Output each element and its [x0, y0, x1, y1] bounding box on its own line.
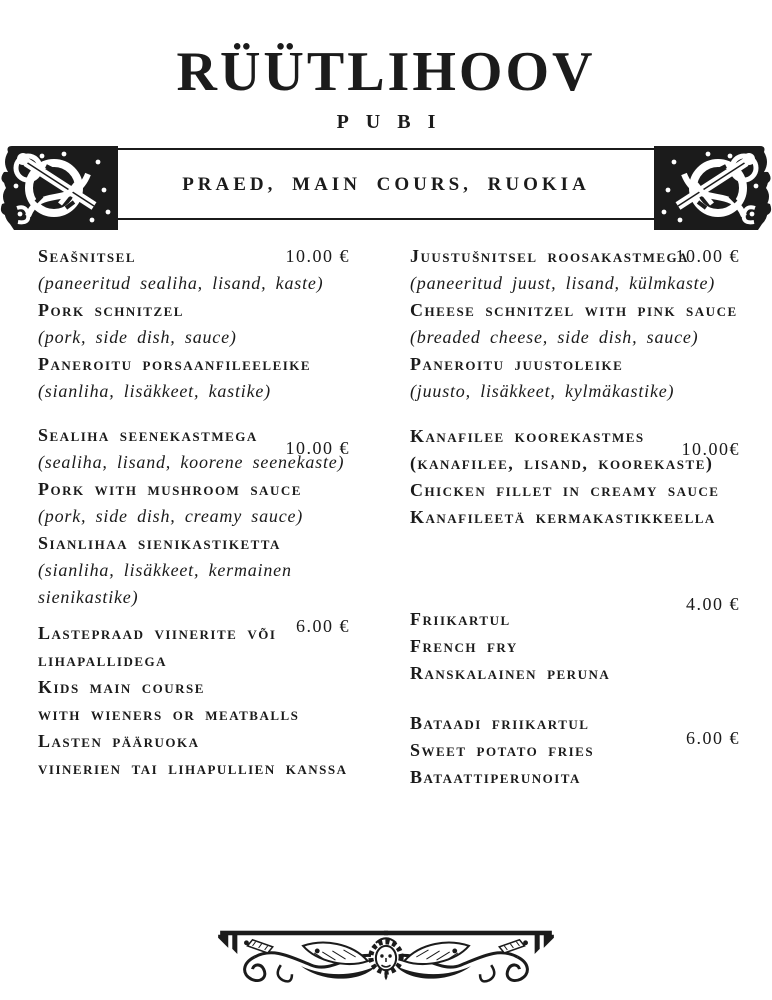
menu-item	[38, 422, 350, 611]
menu-item-description-line: (paneeritud juust, lisand, külmkaste)	[410, 273, 716, 293]
menu-item-description-line: (juusto, lisäkkeet, kylmäkastike)	[410, 381, 675, 401]
footer-flourish-half	[384, 931, 554, 982]
menu-item-name-line: Chicken fillet in creamy sauce	[410, 480, 720, 500]
menu-item-description-line: (pork, side dish, sauce)	[38, 327, 237, 347]
restaurant-title: RÜÜTLIHOOV	[176, 41, 596, 103]
menu-item-price: 4.00 €	[686, 594, 740, 614]
menu-item-name-line: Kanafilee koorekastmes	[410, 426, 645, 446]
menu-item-description-line: sienikastike)	[38, 587, 139, 607]
footer-flourish-half-mirrored	[218, 931, 388, 982]
menu-column-left	[38, 0, 350, 1000]
menu-item-price: 6.00 €	[296, 616, 350, 636]
menu-item-name-line: Sealiha seenekastmega	[38, 425, 258, 445]
menu-item-name-line: Paneroitu juustoleike	[410, 354, 624, 374]
grotesque-mask-icon	[371, 938, 401, 980]
menu-item	[38, 243, 350, 405]
menu-item-price: 10.00 €	[675, 246, 740, 266]
menu-item-name-line: viinerien tai lihapullien kanssa	[38, 758, 348, 778]
menu-item	[410, 243, 740, 405]
menu-item-price: 6.00 €	[686, 728, 740, 748]
menu-item-description-line: (pork, side dish, creamy sauce)	[38, 506, 304, 526]
menu-item-name-line: Pork schnitzel	[38, 300, 184, 320]
menu-item-name-line: Seašnitsel	[38, 246, 136, 266]
menu-item-name-line: Ranskalainen peruna	[410, 663, 611, 683]
menu-item-name-line: Pork with mushroom sauce	[38, 479, 302, 499]
restaurant-subtitle: PUBI	[336, 111, 453, 133]
menu-item-name-line: with wieners or meatballs	[38, 704, 300, 724]
menu-item-name-line: Juustušnitsel roosakastmega	[410, 246, 690, 266]
menu-item-description-line: (sianliha, lisäkkeet, kastike)	[38, 381, 271, 401]
menu-item-price: 10.00 €	[285, 438, 350, 458]
menu-item-name-line: Cheese schnitzel with pink sauce	[410, 300, 738, 320]
menu-item-name-line: Bataadi friikartul	[410, 713, 590, 733]
menu-column-right	[410, 0, 740, 1000]
menu-item-name-line: Kanafileetä kermakastikkeella	[410, 507, 716, 527]
menu-item-name-line: Sianlihaa sienikastiketta	[38, 533, 281, 553]
menu-item-description-line: (paneeritud sealiha, lisand, kaste)	[38, 273, 324, 293]
menu-item-price: 10.00 €	[285, 246, 350, 266]
section-banner-label: PRAED, MAIN COURS, RUOKIA	[182, 174, 590, 195]
menu-item	[410, 594, 740, 687]
menu-item-price: 10.00€	[681, 439, 740, 459]
menu-item-description-line: (breaded cheese, side dish, sauce)	[410, 327, 699, 347]
menu-item-name-line: Bataattiperunoita	[410, 767, 581, 787]
menu-item-description-line: (sianliha, lisäkkeet, kermainen	[38, 560, 292, 580]
menu-item-name-line: Kids main course	[38, 677, 205, 697]
menu-item	[38, 616, 350, 782]
footer-scrollwork-mask-ornament	[206, 930, 566, 984]
menu-item	[410, 423, 740, 531]
menu-item-name-line: Lastepraad viinerite või	[38, 623, 277, 643]
menu-item-name-line: French fry	[410, 636, 518, 656]
menu-item	[410, 710, 740, 791]
menu-item-name-line: Friikartul	[410, 609, 511, 629]
menu-item-name-line: Lasten pääruoka	[38, 731, 200, 751]
menu-item-description-line: (sealiha, lisand, koorene seenekaste)	[38, 452, 345, 472]
menu-item-name-line: Paneroitu porsaanfileeleike	[38, 354, 312, 374]
menu-item-name-line: Sweet potato fries	[410, 740, 595, 760]
menu-item-name-line: lihapallidega	[38, 650, 168, 670]
menu-item-name-line: (kanafilee, lisand, koorekaste)	[410, 453, 714, 473]
